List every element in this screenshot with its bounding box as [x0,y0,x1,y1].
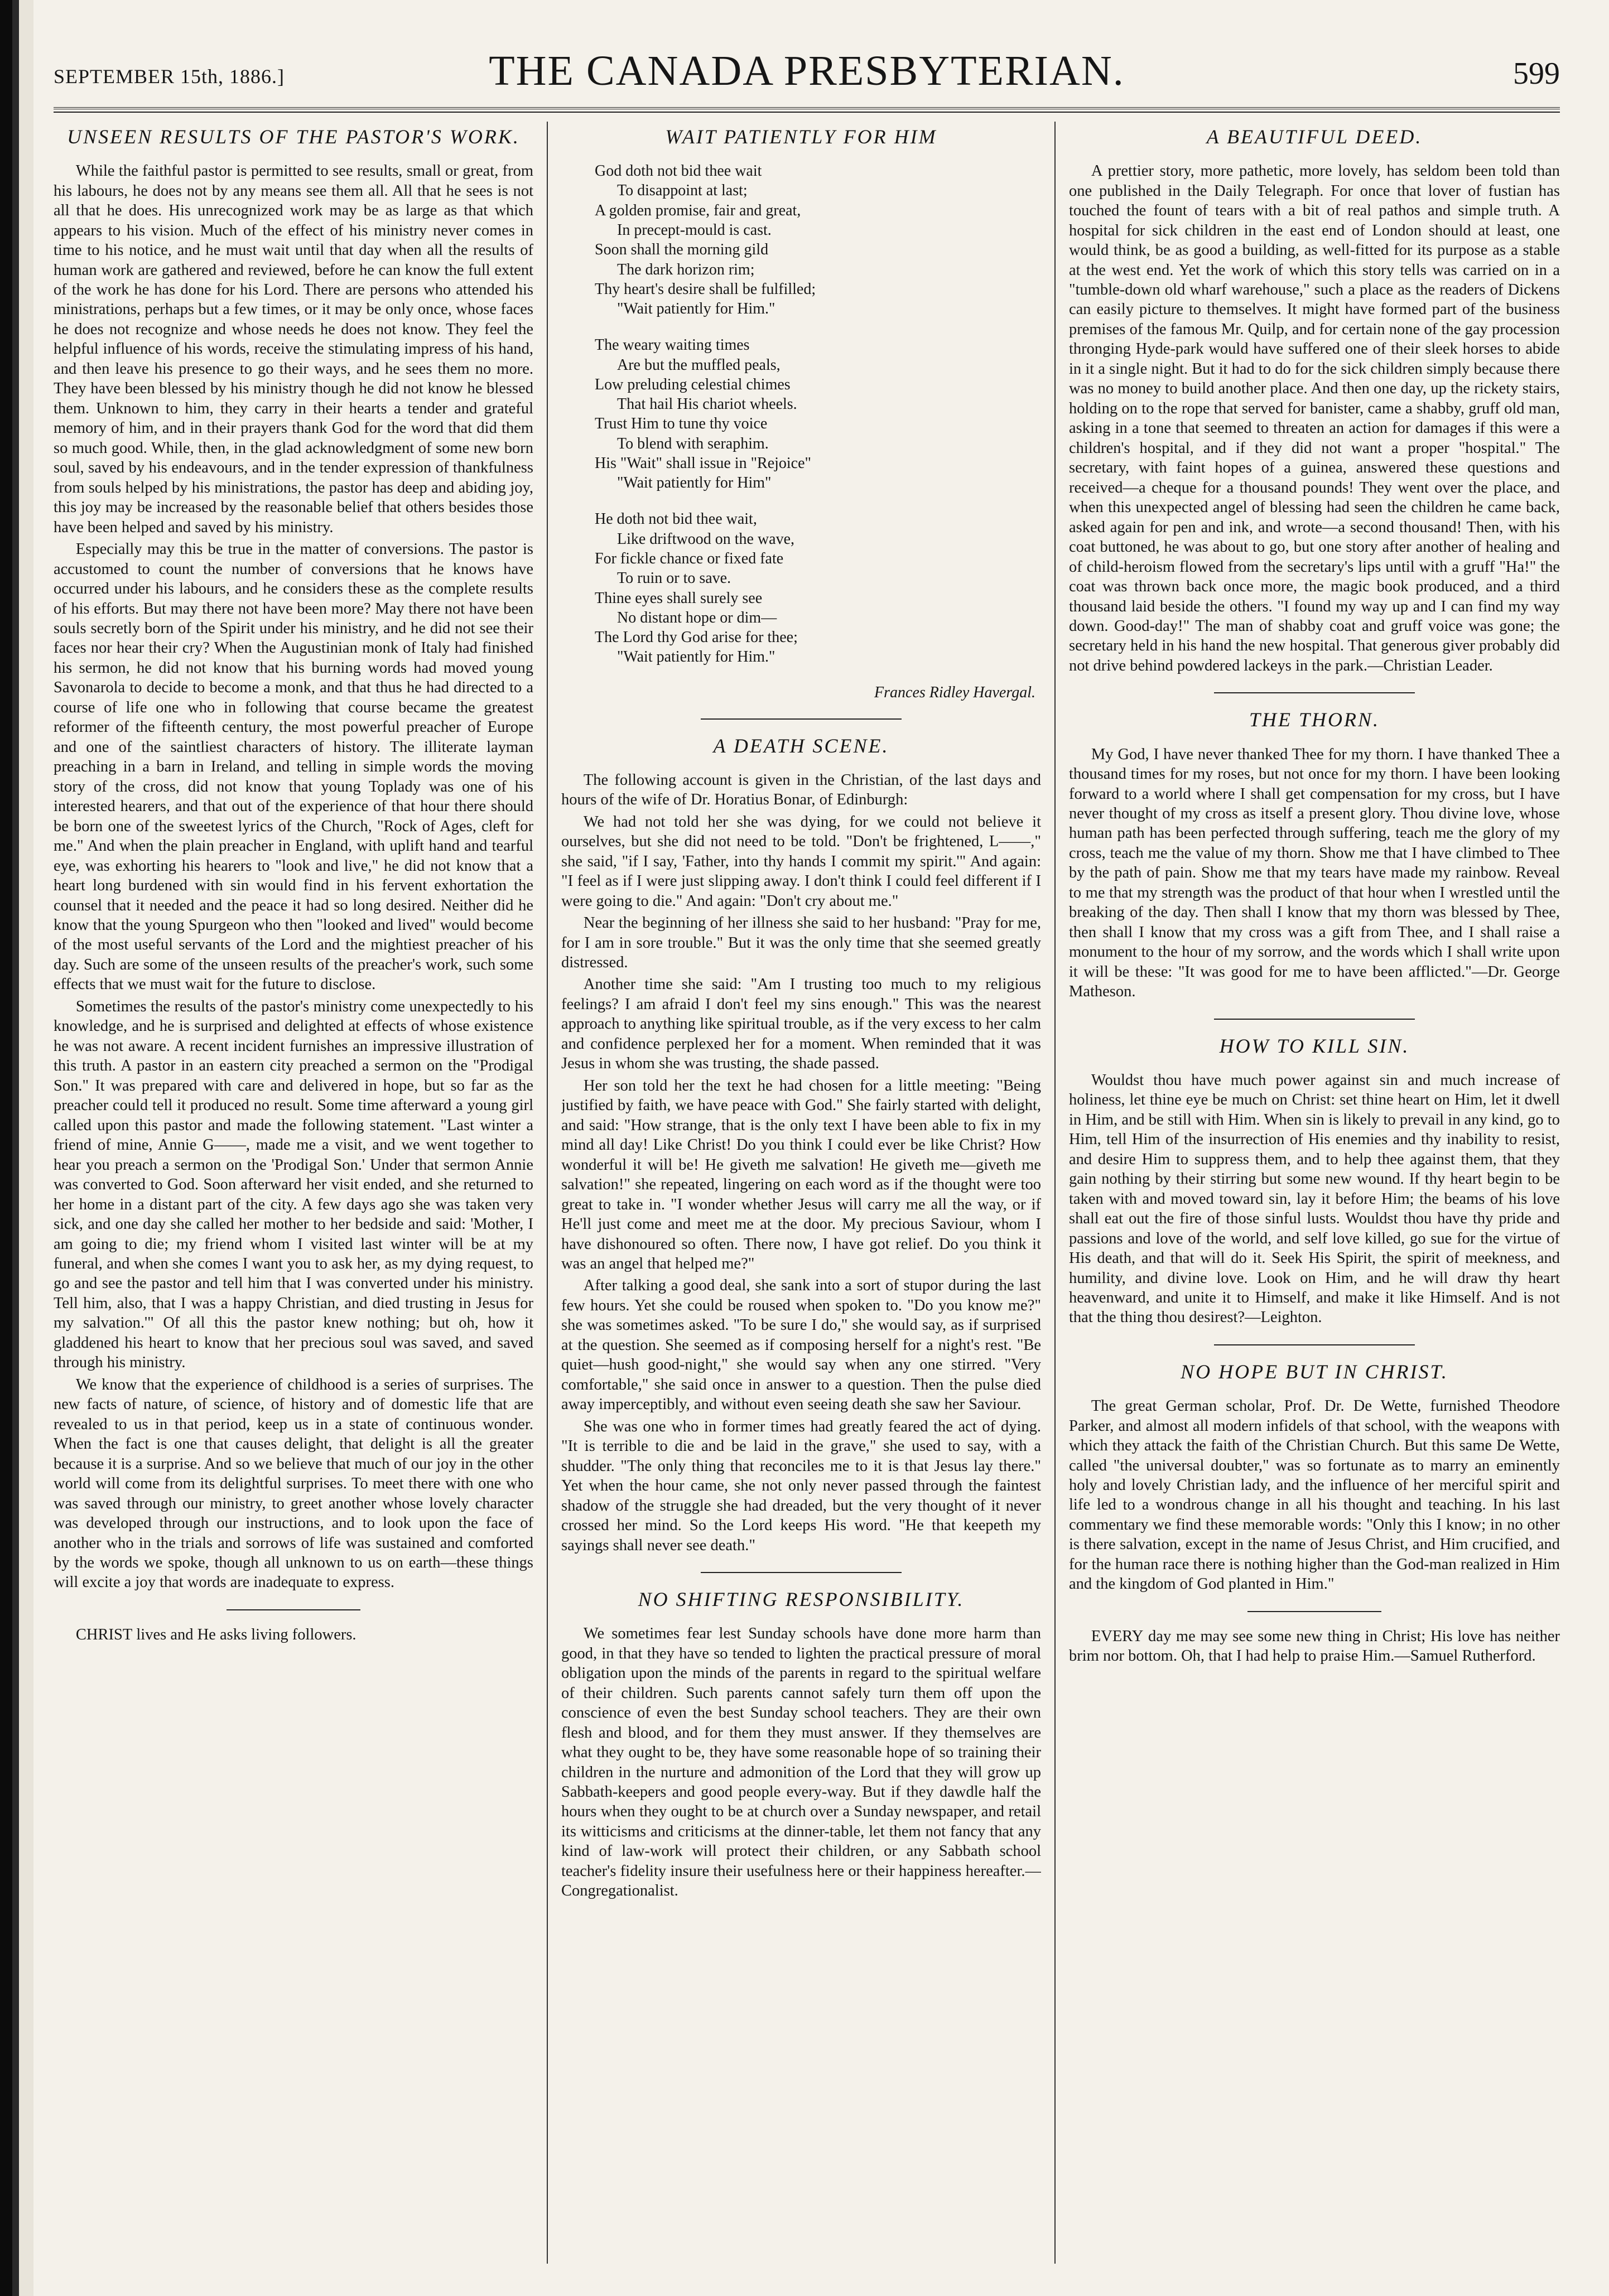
poem-stanza [595,335,1041,493]
column-right [1069,122,1560,2264]
poem-line: Trust Him to tune thy voice [595,415,768,433]
poem-line: "Wait patiently for Him." [617,648,775,666]
article-heading: THE THORN. [1249,708,1380,731]
article-paragraph: She was one who in former times had greatly feared the act of dying. "It is terrible to die and be laid in the grave," she used to say, with a shudder. "The only thing that reconciles me to it is that Jesus lay there." Yet when the hour came, she not only never passed through the faintest shadow of the struggle she had dreaded, but the very thought of it never crossed her mind. So the Lord keeps His word. "He that keepeth my sayings shall never see death." [561,1417,1041,1554]
masthead-rule [54,107,1560,113]
section-divider [1214,1344,1415,1345]
poem-line: Thine eyes shall surely see [595,589,763,607]
closing-text: lives and He asks living followers. [132,1625,357,1643]
poem-line: A golden promise, fair and great, [595,201,801,219]
article-paragraph: While the faithful pastor is permitted to see results, small or great, from his labours, he does not by any means see them all. All that he sees is not all that he does. His unrecognized work may be as large as that which appears to his vision. Much of the effect of his ministry never comes in time to his notice, and he must wait until that day when all the results of human work are gathered and reviewed, before he can know the full extent of the work he has done for his Lord. There are persons who attended his ministrations, perhaps but a few times, or it may be only once, whose faces he does not recognize and whose needs he does not know. They feel the helpful influence of his words, receive the stimulating impress of his hand, and then leave his presence to go their ways, and he sees them no more. They have been blessed by his ministry though he did not know he blessed them. Unknown to him, they carry in their hearts a tender and grateful memory of him, and in their prayers thank God for the word that did them so much good. While, then, in the glad acknowledgment of some new born soul, saved by his endeavours, and in the tender expression of thankfulness from souls helped by his ministrations, the pastor has deep and abiding joy, this joy may be increased by the reasonable belief that others besides those have been helped and saved by his ministry. [54,162,533,536]
article-paragraph: Near the beginning of her illness she said to her husband: "Pray for me, for I am in sore trouble." But it was the only time that she seemed greatly distressed. [561,914,1041,971]
closing-line [1069,1627,1560,1666]
poem-line: For fickle chance or fixed fate [595,549,784,567]
poem-line: The weary waiting times [595,336,750,354]
poem [595,161,1041,667]
article-paragraph: The great German scholar, Prof. Dr. De Wette, furnished Theodore Parker, and almost all modern infidels of that school, with the weapons with which they attack the faith of the Christian Church. But this same De Wette, called "the universal doubter," was so fortunate as to marry an eminently holy and lovely Christian lady, and the influence of her merciful spirit and life led to a wondrous change in all his thought and teaching. In his last commentary we find these memorable words: "Only this I know; in no other is there salvation, except in the name of Jesus Christ, and Him crucified, and for the human race there is nothing higher than the God-man realized in Him and the kingdom of God planted in Him." [1069,1397,1560,1593]
section-divider [1247,1611,1381,1612]
section-divider [227,1609,360,1610]
poem-heading: WAIT PATIENTLY FOR HIM [665,126,937,148]
poem-line: "Wait patiently for Him." [617,300,775,318]
masthead [54,42,1560,104]
poem-line: He doth not bid thee wait, [595,510,757,528]
poem-line: Like driftwood on the wave, [617,530,795,548]
article-heading: NO SHIFTING RESPONSIBILITY. [638,1588,965,1611]
poem-line: No distant hope or dim— [617,609,777,626]
column-left [54,122,533,2264]
article-paragraph: We sometimes fear lest Sunday schools have done more harm than good, in that they have so tended to lighten the practical pressure of moral obligation upon the minds of the parents in regard to the spiritual welfare of their children. Such parents cannot safely turn them off upon the conscience of even the best Sunday school teachers. They are their own flesh and blood, and for them they must answer. If they themselves are what they ought to be, they have some reasonable hope of so training their children in the nurture and admonition of the Lord that they will grow up Sabbath-keepers and good people every-way. But if they dawdle half the hours when they ought to be at church over a Sunday newspaper, and retail its witticisms and criticisms at the dinner-table, let them not fancy that any kind of law-work will protect their children, or any Sabbath school teacher's fidelity insure their usefulness here or their happiness hereafter.—Congregationalist. [561,1625,1041,1900]
poem-line: "Wait patiently for Him" [617,474,772,492]
closing-line [54,1625,533,1644]
article-paragraph: After talking a good deal, she sank into a sort of stupor during the last few hours. Yet she could be roused when spoken to. "Do you know me?" she was sometimes asked. "To be sure I do," she would say, as if surprised at the question. She seemed as if composing herself for a night's rest. "Be quiet—hush good-night," she would say when any one stirred. "Very comfortable," she said once in answer to a question. Then the pulse died away imperceptibly, and without even seeing death she saw her Saviour. [561,1277,1041,1414]
article-paragraph: Sometimes the results of the pastor's ministry come unexpectedly to his knowledge, and he is surprised and delighted at effects of whose existence he was not aware. A recent incident furnishes an impressive illustration of this truth. A pastor in an eastern city preached a sermon on the "Prodigal Son." It was prepared with care and delivered in hope, but so far as the preacher could tell it produced no result. Some time afterward a young girl called upon this pastor and made the following statement. "Last winter a friend of mine, Annie G——, made me a visit, and we went together to hear you preach a sermon on the 'Prodigal Son.' Under that sermon Annie was converted to God. Soon afterward her visit ended, and she returned to her home in a distant part of the city. A few days ago she was taken very sick, and one day she called her mother to her bedside and said: 'Mother, I am going to die; my friend whom I visited last winter will be at my funeral, and when she comes I want you to ask her, as my dying request, to go and see the pastor and tell him that I was converted under his ministry. Tell him, also, that I was a happy Christian, and died trusting in Jesus for my salvation.'" Of all this the pastor knew nothing; but oh, how it gladdened his heart to know that her precious soul was saved, and saved through his ministry. [54,997,533,1372]
newspaper-title: THE CANADA PRESBYTERIAN. [489,47,1125,94]
poem-line: Low preluding celestial chimes [595,375,791,393]
article-paragraph: Her son told her the text he had chosen for a little meeting: "Being justified by faith, we have peace with God." She fairly started with delight, and said: "How strange, that is the only text I have been able to fix in my mind all day! Like Christ! Do you think I could ever be like Christ? How wonderful it will be! He giveth me salvation! He giveth me—giveth me salvation!" she repeated, lingering on each word as if the thought were too great to take in. "I wonder whether Jesus will carry me all the way, or if He'll just come and meet me at the door. My precious Saviour, whom I have dishonoured so often. There now, I have got relief. Do you think it was an angel that helped me?" [561,1077,1041,1272]
section-divider [701,1572,902,1573]
poem-line: Thy heart's desire shall be fulfilled; [595,280,816,298]
poem-line: In precept-mould is cast. [617,221,772,239]
binding-edge [0,0,33,2296]
poem-line: To blend with seraphim. [617,435,769,452]
poem-stanza [595,161,1041,319]
poem-line: That hail His chariot wheels. [617,395,797,413]
article-paragraph: Another time she said: "Am I trusting too much to my religious feelings? I am afraid I don't feel my sins enough." This was the nearest approach to anything like spiritual trouble, as if the very excess to her calm and confidence perplexed her for a moment. When reminded that it was Jesus in whom she was trusting, the shade passed. [561,976,1041,1073]
closing-initial: CHRIST [75,1625,133,1643]
article-paragraph: Especially may this be true in the matter of conversions. The pastor is accustomed to count the number of conversions that he knows have occurred under his labours, and he considers these as the complete results of his efforts. But may there not have been more? May there not have been souls secretly born of the Spirit under his ministry, and he did not see their faces nor hear their cry? When the Augustinian monk of Italy had finished his sermon, he did not know that his burning words had moved young Savonarola to decide to become a monk, and that thus he had directed to a course of life one who in following that course became the greatest reformer of the fifteenth century, the most powerful preacher of Europe and one of the saintliest characters of history. The illiterate layman preaching in a barn in Ireland, and telling in simple words the moving story of the cross, did not know that young Toplady was one of his interested hearers, and that out of the experience of that hour there should be born one of the sweetest lyrics of the Church, "Rock of Ages, cleft for me." And when the plain preacher in England, with uplift hand and tearful eye, was exhorting his hearers to "look and live," he did not know that a heart long burdened with sin would find in his fervent exhortation the counsel that it needed and the peace it had so long desired. Neither did he know that the young Spurgeon who then "looked and lived" would become of the most useful servants of the Lord and the mightiest preacher of his day. Such are some of the unseen results of the preacher's work, such some effects that we must wait for the future to disclose. [54,541,533,993]
poem-stanza [595,509,1041,667]
issue-date: SEPTEMBER 15th, 1886.] [54,65,285,88]
poem-line: God doth not bid thee wait [595,162,762,180]
article-paragraph: My God, I have never thanked Thee for my thorn. I have thanked Thee a thousand times for my roses, but not once for my thorn. I have been looking forward to a world where I shall get compensation for my cross, but I have never thought of my cross as itself a present glory. Thou divine love, whose human path has been perfected through suffering, teach me the glory of my cross, teach me the value of my thorn. Show me that I have climbed to Thee by the path of pain. Show me that my tears have made my rainbow. Reveal to me that my strength was the product of that hour when I wrestled until the breaking of the day. Then shall I know that my thorn was blessed by Thee, then shall I know that my cross was a gift from Thee, and I shall raise a monument to the hour of my sorrow, and the words which I shall write upon it will be these: "It was good for me to have been afflicted."—Dr. George Matheson. [1069,745,1560,1001]
section-divider [1214,1019,1415,1020]
article-paragraph: We had not told her she was dying, for we could not believe it ourselves, but she did not need to be told. "Don't be frightened, L——," she said, "if I say, 'Father, into thy hands I commit my spirit.'" And again: "I feel as if I were just slipping away. I don't think I could feel different if I were going to die." And again: "Don't cry about me." [561,813,1041,910]
poem-line: To disappoint at last; [617,182,748,200]
column-rule [547,122,548,2264]
page-number: 599 [1513,56,1560,91]
article-heading: HOW TO KILL SIN. [1219,1034,1410,1057]
poem-line: His "Wait" shall issue in "Rejoice" [595,454,811,472]
poem-line: Are but the muffled peals, [617,356,781,374]
article-heading: UNSEEN RESULTS OF THE PASTOR'S WORK. [67,126,520,148]
column-rule [1054,122,1056,2264]
article-paragraph: Wouldst thou have much power against sin and much increase of holiness, let thine eye be much on Christ: set thine heart on Him, let it dwell in Him, and be still with Him. When sin is likely to prevail in any kind, go to Him, tell Him of the insurrection of His enemies and thy inability to resist, and desire Him to suppress them, and to help thee against them, that they gain nothing by their stirring but some new wound. If thy heart begin to be taken with and moved toward sin, lay it before Him; the beams of his love shall eat out the fire of those sinful lusts. Wouldst thou have thy pride and passions and love of the world, and self love killed, go sue for the virtue of His death, and that will do it. Seek His Spirit, the spirit of meekness, and humility, and divine love. Look on Him, and he will draw thy heart heavenward, and unite it to Himself, and make it like Himself. And is not that the thing thou desirest?—Leighton. [1069,1071,1560,1327]
poem-author: Frances Ridley Havergal. [874,683,1035,701]
article-heading: NO HOPE BUT IN CHRIST. [1181,1360,1448,1383]
article-paragraph: A prettier story, more pathetic, more lovely, has seldom been told than one published in the Daily Telegraph. For once that lover of fustian has touched the fount of tears with a bit of real pathos and simple truth. A hospital for sick children in the east end of London should at least, one would think, be as good a building, as well-fitted for its purpose as a stable at the west end. Yet the work of which this story tells was carried on in a "tumble-down old wharf warehouse," such a place as the readers of Dickens can easily picture to themselves. It might have formed part of the business premises of the famous Mr. Quilp, and for certain none of the gay procession thronging Hyde-park would have suffered one of their sleek horses to abide in it a single night. But it had to do for the sick children simply because there was no money to build another place. And then one day, up the rickety stairs, holding on to the rope that served for banister, came a shabby, gruff old man, asking in a tone that seemed to threaten an action for damages if this were a children's hospital, and if they did not want a proper "hospital." The secretary, with faint hopes of a guinea, answered these questions and received—a cheque for a thousand pounds! They went over the place, and when this unexpected angel of blessing had seen the children he came back, asked again for pen and ink, and wrote—a second thousand! Then, with his coat buttoned, he was about to go, but one story after another of healing and of child-heroism flowed from the secretary's lips until with a gruff "Ha!" the coat was thrown back once more, the magic book produced, and a third thousand laid beside the others. "I found my way up and I can find my way down. Good-day!" The man of shabby coat and gruff voice was gone; the secretary held in his hand the new hospital. That generous giver probably did not drive behind powdered lackeys in the park.—Christian Leader. [1069,162,1560,674]
article-paragraph: The following account is given in the Christian, of the last days and hours of the wife of Dr. Horatius Bonar, of Edinburgh: [561,771,1041,809]
closing-initial: EVERY [1091,1627,1144,1645]
column-middle [561,122,1041,2264]
newspaper-page [54,22,1560,2276]
poem-line: The Lord thy God arise for thee; [595,629,798,647]
article-heading: A BEAUTIFUL DEED. [1206,126,1423,148]
poem-line: The dark horizon rim; [617,261,755,278]
article-heading: A DEATH SCENE. [713,734,889,757]
section-divider [701,718,902,720]
poem-line: Soon shall the morning gild [595,241,769,259]
closing-text: day me may see some new thing in Christ; His love has neither brim nor bottom. Oh, that I had help to praise Him.—Samuel Rutherford. [1069,1627,1560,1665]
section-divider [1214,692,1415,693]
poem-line: To ruin or to save. [617,570,731,587]
article-paragraph: We know that the experience of childhood is a series of surprises. The new facts of nature, of science, of history and of domestic life that are revealed to us in that period, keep us in a state of continuous wonder. When the fact is one that causes delight, that delight is all the greater because it is a surprise. And so we believe that much of our joy in the other world will come from its delightful surprises. To meet there with one who was saved through our ministry, to greet another whose lovely character was developed through our instructions, and to look upon the face of another who in the trials and sorrows of life was sustained and comforted by the words we spoke, though all unknown to us on earth—these things will excite a joy that words are inadequate to express. [54,1376,533,1591]
